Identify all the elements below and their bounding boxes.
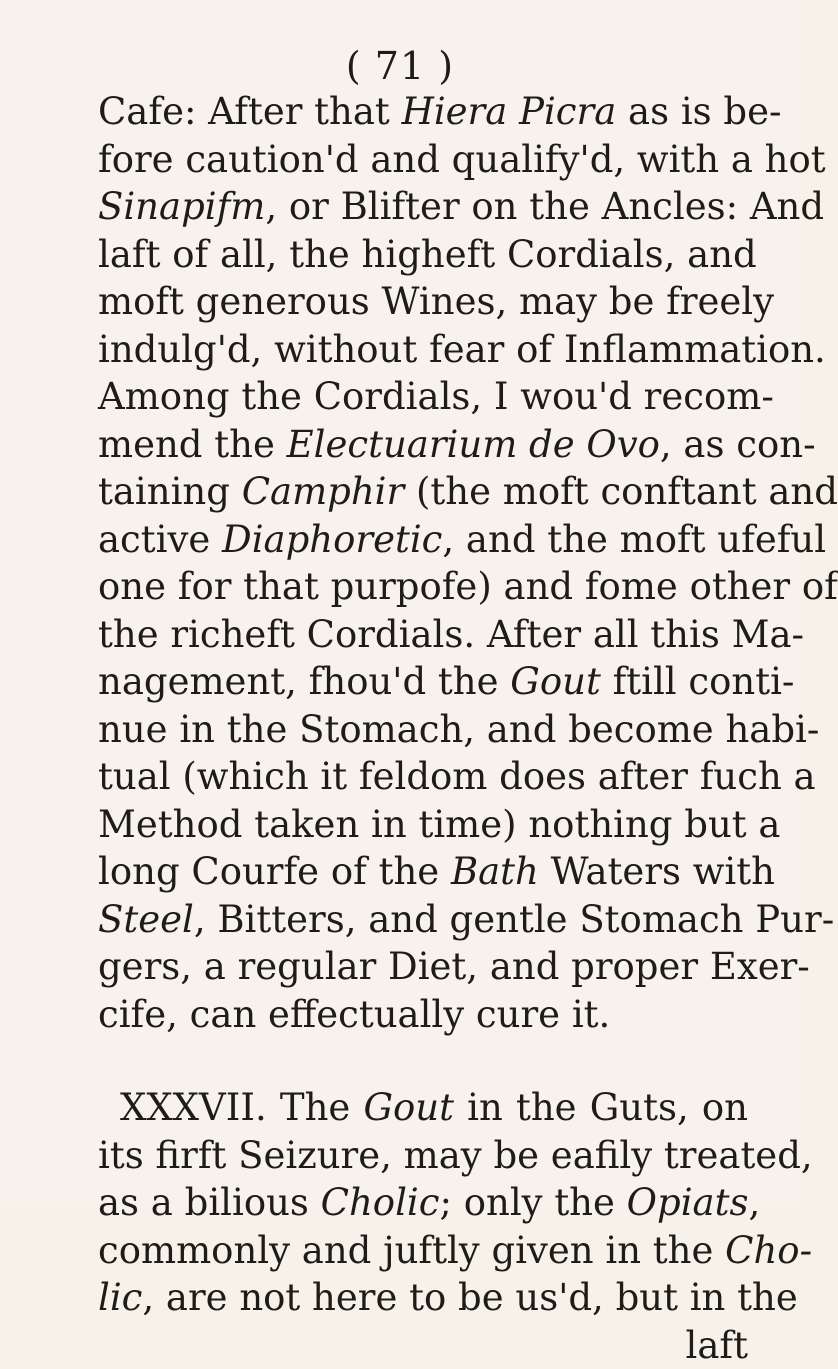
- text-line: [98, 991, 748, 1039]
- italic-term: Steel: [98, 898, 194, 941]
- italic-term: Cholic: [321, 1181, 440, 1224]
- text-run: one for that purpofe) and fome other of: [98, 565, 838, 608]
- text-run: its firft Seizure, may be eafily treated,: [98, 1134, 813, 1177]
- italic-term: Opiats: [627, 1181, 749, 1224]
- text-line: [98, 706, 748, 754]
- text-run: the richeft Cordials. After all this Ma-: [98, 613, 804, 656]
- italic-term: Sinapifm: [98, 185, 265, 228]
- text-run: as is be-: [616, 90, 781, 133]
- text-line: [98, 231, 748, 279]
- text-run: mend the: [98, 423, 287, 466]
- text-run: ,: [748, 1181, 760, 1224]
- text-run: cife, can effectually cure it.: [98, 993, 610, 1036]
- text-run: fore caution'd and qualify'd, with a hot: [98, 138, 826, 181]
- italic-term: Electuarium de Ovo: [287, 423, 660, 466]
- italic-term: Camphir: [242, 470, 405, 513]
- text-run: moft generous Wines, may be freely: [98, 280, 774, 323]
- text-line: [98, 896, 748, 944]
- text-line: [98, 516, 748, 564]
- text-line: [98, 1132, 748, 1180]
- text-run: (the moft conftant and: [404, 470, 838, 513]
- text-run: , and the moft ufeful: [442, 518, 826, 561]
- text-line: [98, 1274, 748, 1322]
- text-line: [98, 1084, 748, 1132]
- text-run: long Courfe of the: [98, 850, 451, 893]
- page-number: ( 71 ): [0, 44, 800, 88]
- text-line: [98, 1227, 748, 1275]
- text-run: Among the Cordials, I wou'd recom-: [98, 375, 774, 418]
- text-run: indulg'd, without fear of Inflammation.: [98, 328, 826, 371]
- page-text: [98, 88, 748, 1369]
- text-line: [98, 373, 748, 421]
- text-run: Waters with: [539, 850, 775, 893]
- text-run: , Bitters, and gentle Stomach Pur-: [194, 898, 834, 941]
- italic-term: Gout: [510, 660, 601, 703]
- text-run: , are not here to be us'd, but in the: [142, 1276, 797, 1319]
- text-run: Method taken in time) nothing but a: [98, 803, 780, 846]
- paragraph-gap: [98, 1038, 748, 1084]
- text-line: [98, 658, 748, 706]
- text-run: gers, a regular Diet, and proper Exer-: [98, 945, 810, 988]
- text-run: Cafe: After that: [98, 90, 402, 133]
- text-line: [98, 88, 748, 136]
- text-line: [98, 183, 748, 231]
- italic-term: Hiera Picra: [402, 90, 617, 133]
- text-line: [98, 421, 748, 469]
- italic-term: Diaphoretic: [222, 518, 442, 561]
- text-line: [98, 943, 748, 991]
- text-run: in the Guts, on: [454, 1086, 748, 1129]
- text-line: [98, 801, 748, 849]
- text-run: nagement, fhou'd the: [98, 660, 510, 703]
- text-run: , as con-: [660, 423, 816, 466]
- paragraph-2: [98, 1084, 748, 1322]
- text-line: [98, 136, 748, 184]
- italic-term: Gout: [363, 1086, 454, 1129]
- text-run: , or Blifter on the Ancles: And: [265, 185, 824, 228]
- text-run: ; only the: [439, 1181, 626, 1224]
- text-run: taining: [98, 470, 242, 513]
- text-run: ftill conti-: [601, 660, 795, 703]
- text-line: [98, 848, 748, 896]
- text-run: commonly and juftly given in the: [98, 1229, 725, 1272]
- italic-term: Cho-: [725, 1229, 812, 1272]
- text-line: [98, 1179, 748, 1227]
- text-line: [98, 278, 748, 326]
- text-run: XXXVII. The: [120, 1086, 363, 1129]
- text-run: as a bilious: [98, 1181, 321, 1224]
- text-line: [98, 563, 748, 611]
- text-run: active: [98, 518, 222, 561]
- text-run: nue in the Stomach, and become habi-: [98, 708, 819, 751]
- text-run: tual (which it feldom does after fuch a: [98, 755, 816, 798]
- text-line: [98, 468, 748, 516]
- text-run: laft of all, the higheft Cordials, and: [98, 233, 757, 276]
- catchword: laft: [98, 1322, 748, 1369]
- italic-term: Bath: [451, 850, 539, 893]
- text-line: [98, 611, 748, 659]
- text-line: [98, 753, 748, 801]
- italic-term: lic: [98, 1276, 142, 1319]
- paragraph-1: [98, 88, 748, 1038]
- text-line: [98, 326, 748, 374]
